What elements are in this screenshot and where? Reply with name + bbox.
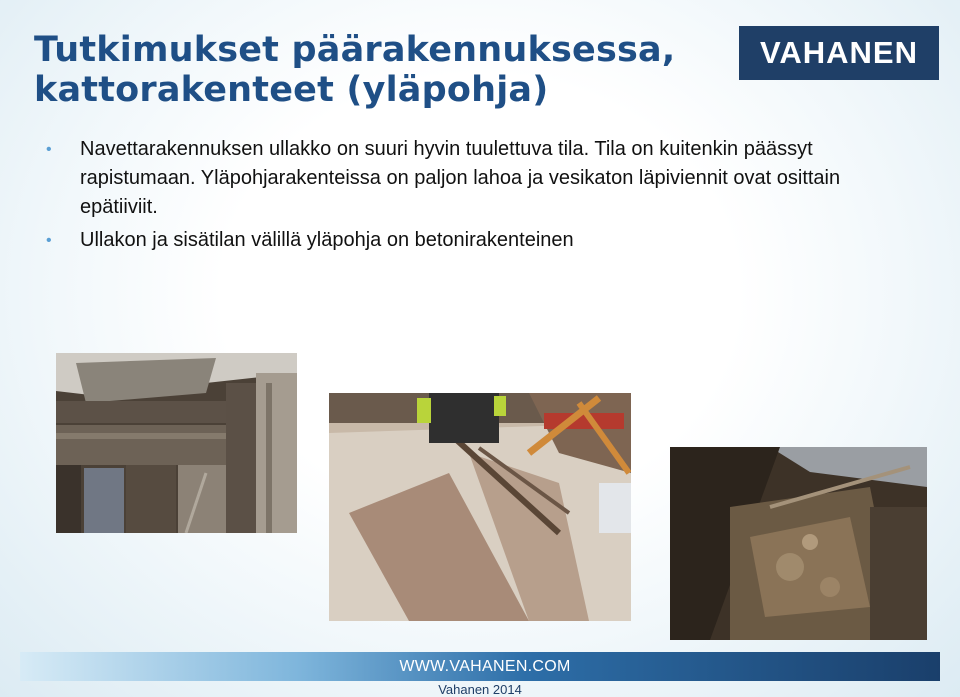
rotten-wood-image	[670, 447, 927, 640]
footer-copyright: Vahanen 2014	[438, 682, 522, 697]
bullet-item-ceiling	[46, 226, 906, 255]
vahanen-logo: VAHANEN	[739, 26, 939, 80]
bullet-text-attic: Navettarakennuksen ullakko on suuri hyvin tuulettuva tila. Tila on kuitenkin päässyt rapistumaan. Yläpohjarakenteissa on paljon lahoa ja vesikaton läpiviennit ovat osittain epätiiviit.	[80, 138, 841, 218]
photo-attic-timber-beams	[56, 353, 297, 533]
slide-title-line-2: kattorakenteet (yläpohja)	[34, 70, 549, 110]
footer-bar	[20, 652, 940, 681]
bullet-list	[46, 135, 906, 259]
bullet-item-attic	[46, 135, 906, 222]
bullet-dot-icon: •	[46, 232, 52, 249]
slide-title-line-1: Tutkimukset päärakennuksessa,	[34, 30, 676, 70]
slide-title	[34, 30, 675, 110]
photo-rotten-wood-debris	[670, 447, 927, 640]
footer-website-url: WWW.VAHANEN.COM	[399, 657, 571, 675]
timber-beams-image	[56, 353, 297, 533]
bullet-dot-icon: •	[46, 141, 52, 158]
floor-insulation-image	[329, 393, 631, 621]
bullet-text-ceiling: Ullakon ja sisätilan välillä yläpohja on betonirakenteinen	[80, 229, 574, 251]
photo-attic-floor-insulation	[329, 393, 631, 621]
